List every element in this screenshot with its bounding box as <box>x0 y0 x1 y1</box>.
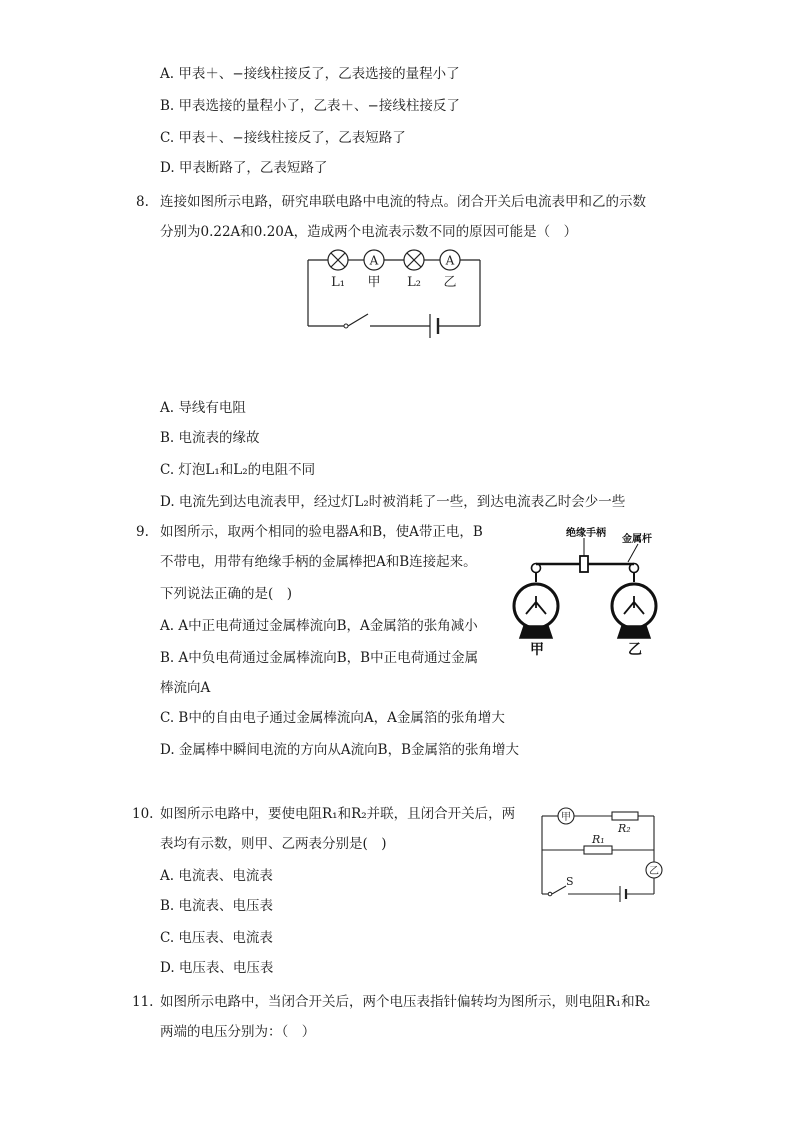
q7-option-a: A. 甲表＋、−接线柱接反了，乙表选接的量程小了 <box>160 66 460 82</box>
q8-stem-line-1: 连接如图所示电路，研究串联电路中电流的特点。闭合开关后电流表甲和乙的示数 <box>160 194 646 210</box>
label-r1: R₁ <box>592 833 605 846</box>
q10-number: 10. <box>132 806 154 822</box>
q9-number: 9. <box>136 524 149 540</box>
q10-stem-line-1: 如图所示电路中，要使电阻R₁和R₂并联，且闭合开关后，两 <box>160 806 516 822</box>
q9-option-b-line-1: B. A中负电荷通过金属棒流向B，B中正电荷通过金属 <box>160 650 479 666</box>
q8-stem-line-2: 分别为0.22A和0.20A，造成两个电流表示数不同的原因可能是（ ） <box>160 224 578 240</box>
q9-option-c: C. B中的自由电子通过金属棒流向A，A金属箔的张角增大 <box>160 710 505 726</box>
ammeter-jia-icon <box>364 250 384 270</box>
ammeter-yi-symbol: A <box>445 253 455 268</box>
label-jia: 甲 <box>367 275 381 290</box>
lamp-l2-icon <box>404 250 424 270</box>
q10-option-c: C. 电压表、电流表 <box>160 930 273 946</box>
lamp-l1-icon <box>328 250 348 270</box>
q8-option-a: A. 导线有电阻 <box>160 400 246 416</box>
q11-number: 11. <box>132 994 154 1010</box>
ammeter-yi-icon <box>440 250 460 270</box>
label-handle: 绝缘手柄 <box>566 528 606 539</box>
q9-stem-line-2: 不带电，用带有绝缘手柄的金属棒把A和B连接起来。 <box>160 554 477 570</box>
label-switch-s: S <box>566 875 574 888</box>
label-rod: 金属杆 <box>622 534 652 545</box>
q9-electroscope-diagram <box>506 526 666 656</box>
meter-yi-label: 乙 <box>649 866 659 877</box>
q10-option-b: B. 电流表、电压表 <box>160 898 274 914</box>
q7-option-d: D. 甲表断路了，乙表短路了 <box>160 160 328 176</box>
label-right-electroscope: 乙 <box>628 642 642 656</box>
label-left-electroscope: 甲 <box>530 642 544 656</box>
q8-option-c: C. 灯泡L₁和L₂的电阻不同 <box>160 462 316 478</box>
q11-stem-line-2: 两端的电压分别为：（ ） <box>160 1024 316 1040</box>
label-l1: L₁ <box>331 275 345 290</box>
q9-option-a: A. A中正电荷通过金属棒流向B，A金属箔的张角减小 <box>160 618 478 634</box>
meter-jia-label: 甲 <box>561 812 571 823</box>
q8-circuit-diagram <box>300 248 490 348</box>
meter-jia-icon <box>558 808 574 824</box>
ammeter-jia-symbol: A <box>369 253 379 268</box>
q10-circuit-diagram <box>536 804 666 904</box>
q10-option-a: A. 电流表、电流表 <box>160 868 273 884</box>
q9-stem-line-3: 下列说法正确的是( ) <box>160 586 293 602</box>
meter-yi-icon <box>646 862 662 878</box>
q9-option-d: D. 金属棒中瞬间电流的方向从A流向B，B金属箔的张角增大 <box>160 742 520 758</box>
q9-option-b-line-2: 棒流向A <box>160 680 211 696</box>
q10-option-d: D. 电压表、电压表 <box>160 960 274 976</box>
q11-stem-line-1: 如图所示电路中，当闭合开关后，两个电压表指针偏转均为图所示，则电阻R₁和R₂ <box>160 994 651 1010</box>
q7-option-b: B. 甲表选接的量程小了，乙表＋、−接线柱接反了 <box>160 98 460 114</box>
q10-stem-line-2: 表均有示数，则甲、乙两表分别是( ) <box>160 836 387 852</box>
q8-option-b: B. 电流表的缘故 <box>160 430 260 446</box>
label-l2: L₂ <box>407 275 421 290</box>
q9-stem-line-1: 如图所示，取两个相同的验电器A和B，使A带正电，B <box>160 524 483 540</box>
q8-number: 8. <box>136 194 149 210</box>
label-yi: 乙 <box>443 275 457 290</box>
q8-option-d: D. 电流先到达电流表甲，经过灯L₂时被消耗了一些，到达电流表乙时会少一些 <box>160 494 626 510</box>
q7-option-c: C. 甲表＋、−接线柱接反了，乙表短路了 <box>160 130 406 146</box>
label-r2: R₂ <box>618 822 631 835</box>
